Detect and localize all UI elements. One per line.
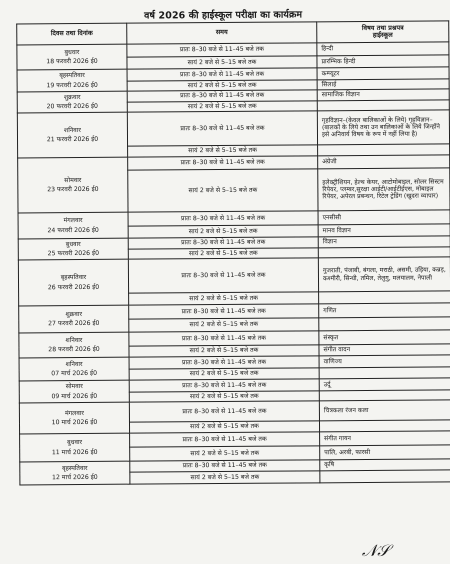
signature-mark: 𝒩𝒮 bbox=[361, 540, 390, 561]
time-slot: सायं 2 बजे से 5–15 बजे तक bbox=[130, 446, 320, 461]
subject-cell bbox=[319, 317, 450, 331]
table-header-row bbox=[17, 21, 449, 45]
time-slot: सायं 2 बजे से 5–15 बजे तक bbox=[128, 145, 318, 157]
table-row bbox=[17, 110, 449, 147]
time-slot: सायं 2 बजे से 5–15 बजे तक bbox=[127, 101, 317, 112]
day-name: बुधवार bbox=[67, 439, 83, 447]
exam-schedule-table bbox=[16, 20, 450, 485]
exam-date: 11 मार्च 2026 ई0 bbox=[51, 448, 98, 456]
day-date-cell bbox=[18, 259, 128, 306]
subject-cell bbox=[319, 420, 450, 432]
subject-cell: संस्कृत bbox=[319, 330, 450, 345]
time-slot: प्रातः 8–30 बजे से 11–45 बजे तक bbox=[127, 90, 317, 102]
subject-cell bbox=[320, 470, 450, 483]
subject-cell bbox=[319, 367, 450, 379]
exam-date: 10 मार्च 2026 ई0 bbox=[51, 418, 98, 427]
time-slot: प्रातः 8–30 बजे से 11–45 बजे तक bbox=[127, 68, 317, 81]
exam-date: 27 फरवरी 2026 ई0 bbox=[48, 319, 100, 328]
day-date-cell bbox=[19, 402, 129, 434]
subject-cell bbox=[319, 291, 450, 304]
time-slot: सायं 2 बजे से 5–15 बजे तक bbox=[130, 471, 320, 484]
subject-cell: गुजराती, पंजाबी, बंगला, मराठी, असमी, उड़िया, कन्नड़, कश्मीरी, सिन्धी, तमिल, तेलुगु, मलयालम, नेपाली bbox=[318, 257, 450, 292]
time-slot: सायं 2 बजे से 5–15 बजे तक bbox=[129, 292, 319, 305]
subject-cell: इलेक्ट्रीशियन, हेल्थ केयर, आटोमोबाइल, सोलर सिस्टम रिपेयर, प्लम्बर,सुरक्षा आईटी/आईटीईएस, मोबाइल रिपेयर, अपेरल प्रबन्धन, रिटेल ट्रेडिंग (खुदरा व्यापार) bbox=[318, 168, 450, 211]
time-slot: सायं 2 बजे से 5–15 बजे तक bbox=[127, 80, 317, 91]
day-name: बुधवार bbox=[64, 48, 80, 56]
subject-cell: सामाजिक विज्ञान bbox=[317, 89, 449, 101]
exam-date: 12 मार्च 2026 ई0 bbox=[51, 473, 98, 482]
subject-cell bbox=[318, 144, 450, 156]
day-date-cell bbox=[17, 69, 127, 92]
time-slot: प्रातः 8–30 बजे से 11–45 बजे तक bbox=[129, 379, 319, 392]
subject-cell: अंग्रेजी bbox=[318, 155, 450, 169]
time-slot: सायं 2 बजे से 5–15 बजे तक bbox=[129, 318, 319, 332]
header-subject bbox=[317, 21, 449, 43]
time-slot: प्रातः 8–30 बजे से 11–45 बजे तक bbox=[130, 432, 320, 447]
subject-cell: कम्प्यूटर bbox=[317, 67, 449, 80]
time-slot: प्रातः 8–30 बजे से 11–45 बजे तक bbox=[129, 356, 319, 369]
day-date-cell bbox=[18, 238, 128, 260]
time-slot: सायं 2 बजे से 5–15 बजे तक bbox=[129, 421, 319, 433]
day-date-cell bbox=[19, 305, 129, 333]
subject-cell: संगीत गायन bbox=[320, 431, 450, 446]
day-date-cell bbox=[20, 433, 130, 462]
exam-date: 18 फरवरी 2026 ई0 bbox=[46, 57, 98, 66]
subject-cell: गृहविज्ञान–(केवल बालिकाओं के लिये) गृहविज्ञान–(बालकों के लिये तथा उन बालिकाओं के लिये जिन्होंने इसे अनिवार्य विषय के रूप में नहीं लिया है) bbox=[317, 110, 449, 145]
day-name: शनिवार bbox=[65, 336, 83, 344]
time-slot: प्रातः 8–30 बजे से 11–45 बजे तक bbox=[128, 211, 318, 226]
day-date-cell bbox=[19, 332, 129, 358]
exam-date: 26 फरवरी 2026 ई0 bbox=[47, 283, 100, 291]
day-date-cell bbox=[17, 44, 127, 70]
subject-cell: हिन्दी bbox=[317, 42, 449, 56]
day-date-cell bbox=[18, 157, 128, 213]
time-slot: प्रातः 8–30 बजे से 11–45 बजे तक bbox=[128, 237, 318, 249]
exam-date: 19 फरवरी 2026 ई0 bbox=[46, 81, 98, 89]
day-date-cell bbox=[20, 461, 130, 485]
day-date-cell bbox=[18, 212, 128, 239]
exam-date: 21 फरवरी 2026 ई0 bbox=[46, 135, 99, 144]
header-day-date: दिवस तथा दिनांक bbox=[17, 23, 127, 45]
exam-date: 28 फरवरी 2026 ई0 bbox=[48, 345, 100, 354]
subject-cell: गणित bbox=[319, 303, 450, 318]
day-name: बृहस्पतिवार bbox=[59, 72, 85, 80]
day-name: बुधवार bbox=[65, 240, 81, 248]
exam-date: 23 फरवरी 2026 ई0 bbox=[47, 185, 99, 194]
exam-date: 09 मार्च 2026 ई0 bbox=[51, 392, 98, 400]
exam-date: 25 फरवरी 2026 ई0 bbox=[47, 249, 100, 258]
day-name: सोमवार bbox=[65, 383, 83, 391]
time-slot: प्रातः 8–30 बजे से 11–45 बजे तक bbox=[129, 331, 319, 346]
header-subject-line2: हाईस्कूल bbox=[372, 30, 393, 39]
day-name: मंगलवार bbox=[64, 409, 84, 417]
subject-cell: उर्दू bbox=[319, 378, 450, 391]
time-slot: सायं 2 बजे से 5–15 बजे तक bbox=[129, 391, 319, 402]
subject-cell: मानव विज्ञान bbox=[318, 224, 450, 237]
time-slot: प्रातः 8–30 बजे से 11–45 बजे तक bbox=[127, 43, 317, 57]
subject-cell: प्रारम्भिक हिन्दी bbox=[317, 55, 449, 68]
time-slot: सायं 2 बजे से 5–15 बजे तक bbox=[127, 56, 317, 69]
day-name: मंगलवार bbox=[63, 217, 83, 225]
day-name: सोमवार bbox=[64, 176, 82, 184]
exam-date: 20 फरवरी 2026 ई0 bbox=[46, 102, 98, 111]
day-name: बृहस्पतिवार bbox=[60, 274, 87, 282]
day-date-cell bbox=[17, 91, 127, 113]
time-slot: प्रातः 8–30 बजे से 11–45 बजे तक bbox=[128, 258, 318, 293]
time-slot: सायं 2 बजे से 5–15 बजे तक bbox=[128, 225, 318, 238]
day-date-cell bbox=[17, 112, 127, 158]
subject-cell: एनसीसी bbox=[318, 210, 450, 225]
document-title: वर्ष 2026 की हाईस्कूल परीक्षा का कार्यक्रम bbox=[144, 9, 303, 22]
time-slot: सायं 2 बजे से 5–15 बजे तक bbox=[129, 368, 319, 380]
exam-date: 07 मार्च 2026 ई0 bbox=[51, 369, 98, 378]
day-name: शुक्रवार bbox=[63, 93, 81, 101]
schedule-body bbox=[17, 42, 450, 485]
header-subject-line1: विषय तथा प्रश्नपत्र bbox=[361, 23, 404, 32]
day-name: शनिवार bbox=[65, 360, 83, 368]
subject-cell: कृषि bbox=[320, 459, 450, 471]
subject-cell: संगीत वादन bbox=[319, 344, 450, 356]
subject-cell: पालि, अरबी, फारसी bbox=[320, 445, 450, 460]
exam-date: 24 फरवरी 2026 ई0 bbox=[47, 226, 99, 234]
day-name: बृहस्पतिवार bbox=[62, 464, 88, 472]
subject-cell: चित्रकला रंजन कला bbox=[319, 400, 450, 421]
day-date-cell bbox=[19, 380, 129, 403]
day-name: शुक्रवार bbox=[65, 310, 83, 318]
table-row bbox=[18, 257, 450, 294]
time-slot: सायं 2 बजे से 5–15 बजे तक bbox=[128, 248, 318, 259]
time-slot: सायं 2 बजे से 5–15 बजे तक bbox=[128, 169, 318, 212]
header-time: समय bbox=[127, 22, 317, 44]
subject-cell: वाणिज्य bbox=[319, 355, 450, 368]
time-slot: प्रातः 8–30 बजे से 11–45 बजे तक bbox=[127, 111, 317, 146]
time-slot: सायं 2 बजे से 5–15 बजे तक bbox=[129, 345, 319, 357]
time-slot: प्रातः 8–30 बजे से 11–45 बजे तक bbox=[130, 460, 320, 472]
day-name: शनिवार bbox=[64, 126, 81, 134]
subject-cell: विज्ञान bbox=[318, 236, 450, 248]
time-slot: प्रातः 8–30 बजे से 11–45 बजे तक bbox=[129, 304, 319, 319]
time-slot: प्रातः 8–30 बजे से 11–45 बजे तक bbox=[128, 156, 318, 170]
day-date-cell bbox=[19, 357, 129, 381]
time-slot: प्रातः 8–30 बजे से 11–45 बजे तक bbox=[129, 401, 319, 422]
subject-cell: सिलाई bbox=[317, 79, 449, 90]
